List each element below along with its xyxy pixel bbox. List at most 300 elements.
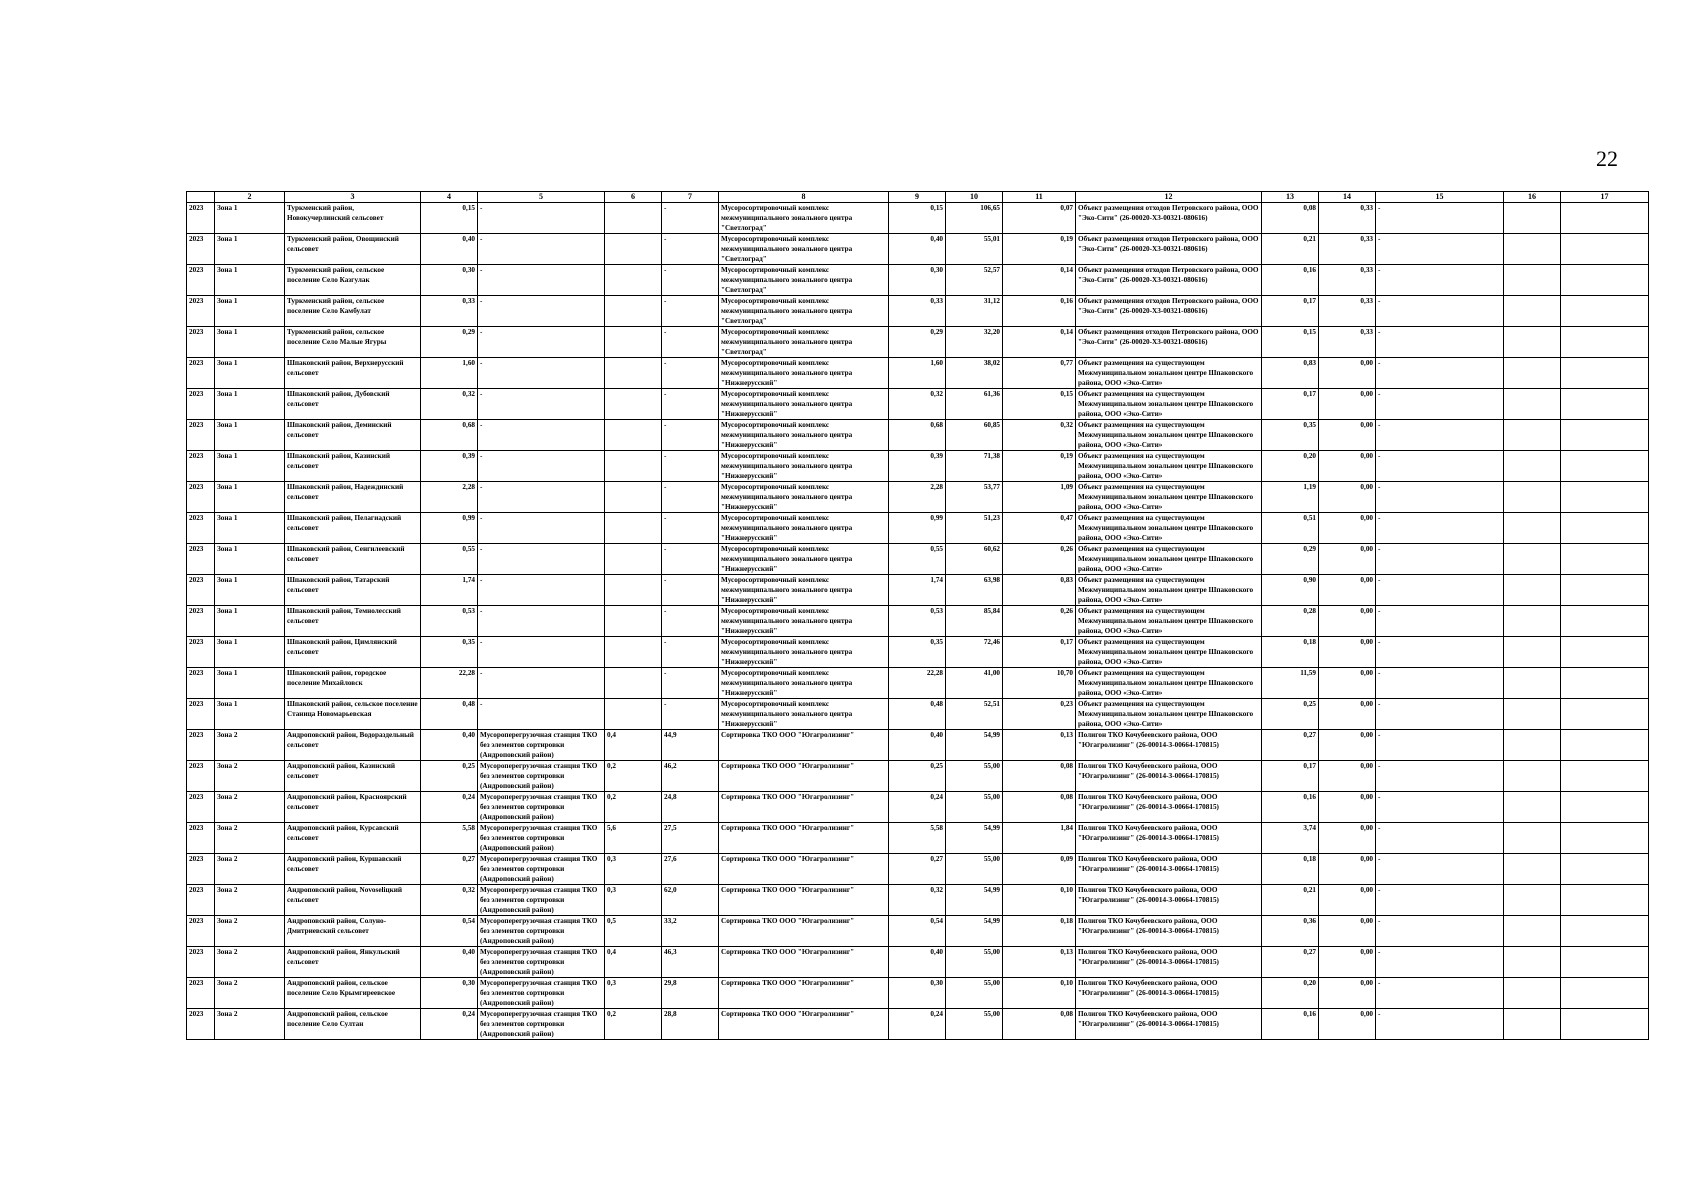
- table-cell-c15: -: [1376, 885, 1504, 916]
- table-cell-c7: 27,5: [662, 823, 719, 854]
- table-cell-c12: Полигон ТКО Кочубеевского района, ООО "Югагролизинг" (26-00014-З-00664-170815): [1076, 792, 1262, 823]
- table-cell-year: 2023: [187, 358, 215, 389]
- table-cell-year: 2023: [187, 730, 215, 761]
- table-cell-c8: Сортировка ТКО ООО "Югагролизинг": [719, 854, 889, 885]
- table-cell-c17: [1561, 978, 1649, 1009]
- table-cell-c6: [605, 482, 662, 513]
- table-cell-c14: 0,00: [1319, 885, 1376, 916]
- table-cell-c15: -: [1376, 513, 1504, 544]
- table-cell-c5: -: [478, 327, 605, 358]
- table-row: [187, 885, 1649, 916]
- table-cell-c4: 5,58: [421, 823, 478, 854]
- table-cell-c4: 0,30: [421, 265, 478, 296]
- table-cell-year: 2023: [187, 389, 215, 420]
- table-cell-c11: 0,19: [1003, 234, 1076, 265]
- table-cell-year: 2023: [187, 265, 215, 296]
- column-number: 14: [1319, 192, 1376, 203]
- table-cell-c17: [1561, 637, 1649, 668]
- table-cell-c17: [1561, 420, 1649, 451]
- table-cell-c13: 11,59: [1262, 668, 1319, 699]
- table-cell-zone: Зона 2: [215, 761, 285, 792]
- table-cell-c12: Объект размещения на существующем Межмуниципальном зональном центре Шпаковского района, ООО «Эко-Сити»: [1076, 606, 1262, 637]
- table-cell-c5: Мусороперегрузочная станция ТКО без элементов сортировки (Андроповский район): [478, 854, 605, 885]
- table-cell-c12: Объект размещения отходов Петровского района, ООО "Эко-Сити" (26-00020-Х3-00321-080616): [1076, 296, 1262, 327]
- table-cell-c10: 55,00: [946, 761, 1003, 792]
- table-cell-area: Шпаковский район, городское поселение Михайловск: [285, 668, 421, 699]
- table-cell-c4: 0,24: [421, 1009, 478, 1040]
- table-cell-c6: 0,2: [605, 792, 662, 823]
- table-cell-c8: Сортировка ТКО ООО "Югагролизинг": [719, 730, 889, 761]
- table-row: [187, 420, 1649, 451]
- table-cell-c11: 0,14: [1003, 265, 1076, 296]
- table-cell-year: 2023: [187, 978, 215, 1009]
- table-cell-c8: Сортировка ТКО ООО "Югагролизинг": [719, 885, 889, 916]
- table-cell-c12: Объект размещения отходов Петровского района, ООО "Эко-Сити" (26-00020-Х3-00321-080616): [1076, 234, 1262, 265]
- table-cell-c12: Полигон ТКО Кочубеевского района, ООО "Югагролизинг" (26-00014-З-00664-170815): [1076, 823, 1262, 854]
- table-cell-c11: 1,84: [1003, 823, 1076, 854]
- table-cell-c8: Мусоросортировочный комплекс межмуниципального зонального центра "Нижнерусский": [719, 575, 889, 606]
- table-cell-c7: -: [662, 358, 719, 389]
- table-cell-c16: [1504, 854, 1561, 885]
- table-cell-c5: Мусороперегрузочная станция ТКО без элементов сортировки (Андроповский район): [478, 823, 605, 854]
- table-cell-c13: 0,17: [1262, 389, 1319, 420]
- table-cell-c10: 60,85: [946, 420, 1003, 451]
- table-cell-c5: -: [478, 606, 605, 637]
- table-cell-c5: -: [478, 296, 605, 327]
- table-cell-c5: -: [478, 203, 605, 234]
- table-cell-c17: [1561, 358, 1649, 389]
- table-cell-c8: Сортировка ТКО ООО "Югагролизинг": [719, 761, 889, 792]
- table-cell-c5: Мусороперегрузочная станция ТКО без элементов сортировки (Андроповский район): [478, 761, 605, 792]
- table-cell-zone: Зона 1: [215, 544, 285, 575]
- table-cell-c17: [1561, 482, 1649, 513]
- table-cell-area: Шпаковский район, Надеждинский сельсовет: [285, 482, 421, 513]
- table-cell-c8: Мусоросортировочный комплекс межмуниципального зонального центра "Нижнерусский": [719, 637, 889, 668]
- table-cell-zone: Зона 1: [215, 668, 285, 699]
- table-cell-c4: 0,40: [421, 234, 478, 265]
- table-cell-c6: 0,3: [605, 885, 662, 916]
- table-cell-c12: Объект размещения на существующем Межмуниципальном зональном центре Шпаковского района, ООО «Эко-Сити»: [1076, 358, 1262, 389]
- table-cell-c16: [1504, 730, 1561, 761]
- table-cell-c8: Мусоросортировочный комплекс межмуниципального зонального центра "Нижнерусский": [719, 544, 889, 575]
- table-cell-c14: 0,00: [1319, 823, 1376, 854]
- table-cell-c4: 1,74: [421, 575, 478, 606]
- table-cell-c4: 0,27: [421, 854, 478, 885]
- table-cell-c8: Мусоросортировочный комплекс межмуниципального зонального центра "Светлоград": [719, 296, 889, 327]
- table-cell-zone: Зона 1: [215, 606, 285, 637]
- table-cell-c10: 63,98: [946, 575, 1003, 606]
- table-cell-c11: 0,10: [1003, 978, 1076, 1009]
- table-cell-area: Туркменский район, Новокучерлинский сельсовет: [285, 203, 421, 234]
- column-number: 5: [478, 192, 605, 203]
- table-cell-c15: -: [1376, 854, 1504, 885]
- table-cell-c8: Мусоросортировочный комплекс межмуниципального зонального центра "Светлоград": [719, 265, 889, 296]
- table-cell-c15: -: [1376, 699, 1504, 730]
- table-cell-c13: 0,28: [1262, 606, 1319, 637]
- column-number: 17: [1561, 192, 1649, 203]
- table-cell-c11: 0,47: [1003, 513, 1076, 544]
- table-cell-c15: -: [1376, 327, 1504, 358]
- table-cell-c6: 0,3: [605, 854, 662, 885]
- table-cell-c5: -: [478, 699, 605, 730]
- table-cell-c7: 27,6: [662, 854, 719, 885]
- table-cell-c11: 0,08: [1003, 761, 1076, 792]
- table-cell-c12: Объект размещения отходов Петровского района, ООО "Эко-Сити" (26-00020-Х3-00321-080616): [1076, 265, 1262, 296]
- table-cell-c8: Мусоросортировочный комплекс межмуниципального зонального центра "Нижнерусский": [719, 389, 889, 420]
- table-cell-c8: Мусоросортировочный комплекс межмуниципального зонального центра "Нижнерусский": [719, 606, 889, 637]
- column-number: 10: [946, 192, 1003, 203]
- table-cell-c6: 0,3: [605, 978, 662, 1009]
- table-cell-c16: [1504, 761, 1561, 792]
- table-cell-c8: Мусоросортировочный комплекс межмуниципального зонального центра "Светлоград": [719, 234, 889, 265]
- table-cell-area: Андроповский район, Красноярский сельсовет: [285, 792, 421, 823]
- table-cell-c11: 0,83: [1003, 575, 1076, 606]
- table-cell-year: 2023: [187, 296, 215, 327]
- table-cell-area: Андроповский район, Курсавский сельсовет: [285, 823, 421, 854]
- table-cell-c6: 5,6: [605, 823, 662, 854]
- table-cell-c15: -: [1376, 823, 1504, 854]
- table-cell-c12: Объект размещения на существующем Межмуниципальном зональном центре Шпаковского района, ООО «Эко-Сити»: [1076, 389, 1262, 420]
- table-cell-c10: 71,38: [946, 451, 1003, 482]
- table-cell-c7: -: [662, 637, 719, 668]
- table-cell-c7: -: [662, 327, 719, 358]
- table-cell-c15: -: [1376, 482, 1504, 513]
- table-cell-c12: Полигон ТКО Кочубеевского района, ООО "Югагролизинг" (26-00014-З-00664-170815): [1076, 978, 1262, 1009]
- table-cell-c9: 0,39: [889, 451, 946, 482]
- table-cell-c7: -: [662, 606, 719, 637]
- table-row: [187, 203, 1649, 234]
- table-cell-c15: -: [1376, 1009, 1504, 1040]
- table-cell-c9: 0,40: [889, 947, 946, 978]
- table-cell-c15: -: [1376, 265, 1504, 296]
- table-cell-zone: Зона 1: [215, 389, 285, 420]
- table-cell-year: 2023: [187, 482, 215, 513]
- table-cell-c8: Сортировка ТКО ООО "Югагролизинг": [719, 978, 889, 1009]
- table-cell-c13: 3,74: [1262, 823, 1319, 854]
- table-cell-c9: 0,24: [889, 792, 946, 823]
- table-cell-c7: -: [662, 234, 719, 265]
- table-cell-c6: [605, 327, 662, 358]
- table-cell-c13: 0,17: [1262, 296, 1319, 327]
- table-cell-zone: Зона 1: [215, 296, 285, 327]
- table-cell-c14: 0,00: [1319, 792, 1376, 823]
- table-cell-c4: 0,40: [421, 947, 478, 978]
- table-cell-c16: [1504, 1009, 1561, 1040]
- table-cell-c17: [1561, 947, 1649, 978]
- table-cell-c14: 0,33: [1319, 203, 1376, 234]
- table-cell-c17: [1561, 761, 1649, 792]
- table-row: [187, 761, 1649, 792]
- table-cell-c16: [1504, 699, 1561, 730]
- table-cell-c9: 22,28: [889, 668, 946, 699]
- table-cell-c17: [1561, 606, 1649, 637]
- column-number: 6: [605, 192, 662, 203]
- table-cell-c6: [605, 358, 662, 389]
- table-cell-c10: 53,77: [946, 482, 1003, 513]
- table-cell-c15: -: [1376, 916, 1504, 947]
- table-cell-c4: 0,35: [421, 637, 478, 668]
- table-cell-c4: 0,48: [421, 699, 478, 730]
- table-cell-c9: 0,48: [889, 699, 946, 730]
- table-cell-c13: 0,83: [1262, 358, 1319, 389]
- table-cell-c13: 0,36: [1262, 916, 1319, 947]
- table-cell-c12: Объект размещения отходов Петровского района, ООО "Эко-Сити" (26-00020-Х3-00321-080616): [1076, 203, 1262, 234]
- table-cell-c12: Полигон ТКО Кочубеевского района, ООО "Югагролизинг" (26-00014-З-00664-170815): [1076, 916, 1262, 947]
- table-cell-area: Туркменский район, сельское поселение Село Малые Ягуры: [285, 327, 421, 358]
- table-cell-year: 2023: [187, 761, 215, 792]
- table-cell-c8: Мусоросортировочный комплекс межмуниципального зонального центра "Нижнерусский": [719, 358, 889, 389]
- table-cell-c11: 0,08: [1003, 792, 1076, 823]
- table-cell-c7: -: [662, 668, 719, 699]
- table-cell-zone: Зона 1: [215, 513, 285, 544]
- table-cell-c8: Мусоросортировочный комплекс межмуниципального зонального центра "Нижнерусский": [719, 513, 889, 544]
- table-cell-c10: 52,57: [946, 265, 1003, 296]
- table-cell-c9: 0,27: [889, 854, 946, 885]
- table-cell-c14: 0,00: [1319, 730, 1376, 761]
- table-cell-c14: 0,00: [1319, 451, 1376, 482]
- table-cell-c15: -: [1376, 761, 1504, 792]
- table-cell-c7: -: [662, 389, 719, 420]
- table-row: [187, 265, 1649, 296]
- table-cell-c10: 85,84: [946, 606, 1003, 637]
- table-cell-c16: [1504, 885, 1561, 916]
- table-cell-c15: -: [1376, 420, 1504, 451]
- table-cell-c7: 28,8: [662, 1009, 719, 1040]
- table-cell-area: Шпаковский район, Казинский сельсовет: [285, 451, 421, 482]
- table-cell-c10: 54,99: [946, 823, 1003, 854]
- table-cell-c8: Мусоросортировочный комплекс межмуниципального зонального центра "Нижнерусский": [719, 699, 889, 730]
- table-cell-c15: -: [1376, 358, 1504, 389]
- table-cell-c7: 29,8: [662, 978, 719, 1009]
- table-cell-c7: -: [662, 265, 719, 296]
- table-cell-c10: 60,62: [946, 544, 1003, 575]
- table-cell-zone: Зона 1: [215, 327, 285, 358]
- data-table: [186, 191, 1649, 1040]
- table-cell-c17: [1561, 265, 1649, 296]
- table-cell-c7: -: [662, 296, 719, 327]
- table-row: [187, 668, 1649, 699]
- table-cell-c11: 0,26: [1003, 544, 1076, 575]
- table-cell-year: 2023: [187, 575, 215, 606]
- table-cell-c8: Сортировка ТКО ООО "Югагролизинг": [719, 916, 889, 947]
- table-cell-c16: [1504, 513, 1561, 544]
- table-cell-c8: Сортировка ТКО ООО "Югагролизинг": [719, 947, 889, 978]
- table-cell-c11: 0,77: [1003, 358, 1076, 389]
- table-cell-c13: 0,08: [1262, 203, 1319, 234]
- table-cell-c17: [1561, 389, 1649, 420]
- table-cell-zone: Зона 2: [215, 916, 285, 947]
- table-cell-c15: -: [1376, 606, 1504, 637]
- table-cell-c10: 55,00: [946, 1009, 1003, 1040]
- table-cell-year: 2023: [187, 451, 215, 482]
- table-cell-c17: [1561, 544, 1649, 575]
- table-row: [187, 637, 1649, 668]
- table-cell-c4: 0,30: [421, 978, 478, 1009]
- table-cell-c9: 1,74: [889, 575, 946, 606]
- table-cell-c11: 0,13: [1003, 730, 1076, 761]
- table-cell-c11: 0,23: [1003, 699, 1076, 730]
- table-cell-c5: -: [478, 513, 605, 544]
- table-cell-c9: 0,68: [889, 420, 946, 451]
- table-row: [187, 482, 1649, 513]
- table-cell-c11: 0,26: [1003, 606, 1076, 637]
- table-cell-c13: 0,90: [1262, 575, 1319, 606]
- table-cell-year: 2023: [187, 513, 215, 544]
- table-cell-c12: Объект размещения на существующем Межмуниципальном зональном центре Шпаковского района, ООО «Эко-Сити»: [1076, 544, 1262, 575]
- table-cell-c13: 0,51: [1262, 513, 1319, 544]
- table-cell-c15: -: [1376, 978, 1504, 1009]
- table-cell-c14: 0,33: [1319, 296, 1376, 327]
- table-cell-c17: [1561, 916, 1649, 947]
- table-cell-c15: -: [1376, 389, 1504, 420]
- table-row: [187, 1009, 1649, 1040]
- table-cell-c5: Мусороперегрузочная станция ТКО без элементов сортировки (Андроповский район): [478, 916, 605, 947]
- table-cell-c7: -: [662, 420, 719, 451]
- table-cell-c5: Мусороперегрузочная станция ТКО без элементов сортировки (Андроповский район): [478, 978, 605, 1009]
- table-cell-c8: Мусоросортировочный комплекс межмуниципального зонального центра "Светлоград": [719, 203, 889, 234]
- table-cell-c11: 0,13: [1003, 947, 1076, 978]
- table-cell-c12: Объект размещения на существующем Межмуниципальном зональном центре Шпаковского района, ООО «Эко-Сити»: [1076, 699, 1262, 730]
- table-cell-c6: [605, 637, 662, 668]
- table-cell-c15: -: [1376, 296, 1504, 327]
- column-number: 9: [889, 192, 946, 203]
- table-cell-area: Андроповский район, Казинский сельсовет: [285, 761, 421, 792]
- table-cell-c14: 0,00: [1319, 482, 1376, 513]
- table-cell-c7: -: [662, 699, 719, 730]
- table-cell-c16: [1504, 792, 1561, 823]
- table-row: [187, 978, 1649, 1009]
- table-cell-c9: 0,15: [889, 203, 946, 234]
- table-cell-c11: 0,18: [1003, 916, 1076, 947]
- table-cell-c7: 46,3: [662, 947, 719, 978]
- table-cell-c4: 0,33: [421, 296, 478, 327]
- table-cell-c9: 0,32: [889, 885, 946, 916]
- table-cell-c10: 51,23: [946, 513, 1003, 544]
- table-cell-c9: 0,30: [889, 978, 946, 1009]
- table-cell-c6: 0,5: [605, 916, 662, 947]
- table-cell-c4: 0,25: [421, 761, 478, 792]
- table-cell-zone: Зона 1: [215, 699, 285, 730]
- table-cell-area: Андроповский район, Солуно-Дмитриевский сельсовет: [285, 916, 421, 947]
- table-cell-area: Шпаковский район, Дубовский сельсовет: [285, 389, 421, 420]
- table-cell-c8: Мусоросортировочный комплекс межмуниципального зонального центра "Нижнерусский": [719, 482, 889, 513]
- table-cell-c16: [1504, 296, 1561, 327]
- column-number-row: [187, 192, 1649, 203]
- table-cell-c6: [605, 265, 662, 296]
- table-cell-c5: -: [478, 389, 605, 420]
- table-row: [187, 358, 1649, 389]
- table-cell-area: Андроповский район, Янкульский сельсовет: [285, 947, 421, 978]
- table-row: [187, 234, 1649, 265]
- table-cell-c9: 0,24: [889, 1009, 946, 1040]
- table-row: [187, 327, 1649, 358]
- table-cell-c14: 0,00: [1319, 916, 1376, 947]
- column-number: 2: [215, 192, 285, 203]
- table-cell-c8: Сортировка ТКО ООО "Югагролизинг": [719, 1009, 889, 1040]
- table-cell-c17: [1561, 823, 1649, 854]
- table-cell-c14: 0,33: [1319, 234, 1376, 265]
- table-cell-year: 2023: [187, 947, 215, 978]
- table-cell-area: Шпаковский район, Цимлянский сельсовет: [285, 637, 421, 668]
- column-number: [187, 192, 215, 203]
- table-cell-c7: -: [662, 513, 719, 544]
- table-cell-c6: 0,2: [605, 1009, 662, 1040]
- table-cell-c15: -: [1376, 234, 1504, 265]
- table-cell-c7: 44,9: [662, 730, 719, 761]
- table-cell-c4: 0,40: [421, 730, 478, 761]
- table-cell-area: Шпаковский район, Темнолесский сельсовет: [285, 606, 421, 637]
- table-cell-c9: 5,58: [889, 823, 946, 854]
- table-cell-c17: [1561, 1009, 1649, 1040]
- table-cell-c8: Мусоросортировочный комплекс межмуниципального зонального центра "Светлоград": [719, 327, 889, 358]
- table-cell-c14: 0,00: [1319, 699, 1376, 730]
- table-cell-year: 2023: [187, 699, 215, 730]
- table-cell-c12: Объект размещения на существующем Межмуниципальном зональном центре Шпаковского района, ООО «Эко-Сити»: [1076, 575, 1262, 606]
- table-cell-c16: [1504, 234, 1561, 265]
- table-cell-c13: 0,27: [1262, 947, 1319, 978]
- table-cell-c9: 0,32: [889, 389, 946, 420]
- table-cell-c15: -: [1376, 668, 1504, 699]
- table-cell-c5: Мусороперегрузочная станция ТКО без элементов сортировки (Андроповский район): [478, 1009, 605, 1040]
- table-cell-c13: 0,25: [1262, 699, 1319, 730]
- table-cell-c17: [1561, 513, 1649, 544]
- table-cell-c4: 0,99: [421, 513, 478, 544]
- table-cell-c16: [1504, 203, 1561, 234]
- table-row: [187, 575, 1649, 606]
- table-cell-c7: 24,8: [662, 792, 719, 823]
- table-cell-c5: -: [478, 451, 605, 482]
- table-cell-c11: 1,09: [1003, 482, 1076, 513]
- table-cell-c12: Объект размещения на существующем Межмуниципальном зональном центре Шпаковского района, ООО «Эко-Сити»: [1076, 668, 1262, 699]
- table-cell-c11: 0,10: [1003, 885, 1076, 916]
- table-cell-c6: 0,4: [605, 730, 662, 761]
- table-cell-c6: [605, 575, 662, 606]
- table-cell-c16: [1504, 265, 1561, 296]
- table-cell-year: 2023: [187, 854, 215, 885]
- table-cell-zone: Зона 1: [215, 420, 285, 451]
- table-cell-c6: [605, 606, 662, 637]
- table-cell-c5: -: [478, 637, 605, 668]
- table-cell-area: Андроповский район, сельское поселение Село Султан: [285, 1009, 421, 1040]
- table-cell-c7: 62,0: [662, 885, 719, 916]
- table-cell-c6: [605, 389, 662, 420]
- table-cell-c9: 0,29: [889, 327, 946, 358]
- table-cell-year: 2023: [187, 203, 215, 234]
- table-cell-c11: 0,07: [1003, 203, 1076, 234]
- table-row: [187, 792, 1649, 823]
- table-cell-c16: [1504, 606, 1561, 637]
- table-cell-c16: [1504, 482, 1561, 513]
- column-number: 8: [719, 192, 889, 203]
- table-cell-zone: Зона 2: [215, 730, 285, 761]
- table-cell-c13: 0,17: [1262, 761, 1319, 792]
- table-cell-c8: Сортировка ТКО ООО "Югагролизинг": [719, 823, 889, 854]
- table-cell-c10: 32,20: [946, 327, 1003, 358]
- table-cell-c6: [605, 296, 662, 327]
- table-cell-c9: 0,53: [889, 606, 946, 637]
- table-row: [187, 296, 1649, 327]
- table-row: [187, 854, 1649, 885]
- table-cell-c14: 0,00: [1319, 978, 1376, 1009]
- table-cell-c7: 46,2: [662, 761, 719, 792]
- table-cell-c10: 55,00: [946, 854, 1003, 885]
- table-cell-area: Шпаковский район, Верхнерусский сельсовет: [285, 358, 421, 389]
- table-cell-c10: 55,00: [946, 947, 1003, 978]
- table-cell-c14: 0,00: [1319, 637, 1376, 668]
- table-cell-year: 2023: [187, 606, 215, 637]
- table-cell-c9: 0,30: [889, 265, 946, 296]
- table-cell-c16: [1504, 575, 1561, 606]
